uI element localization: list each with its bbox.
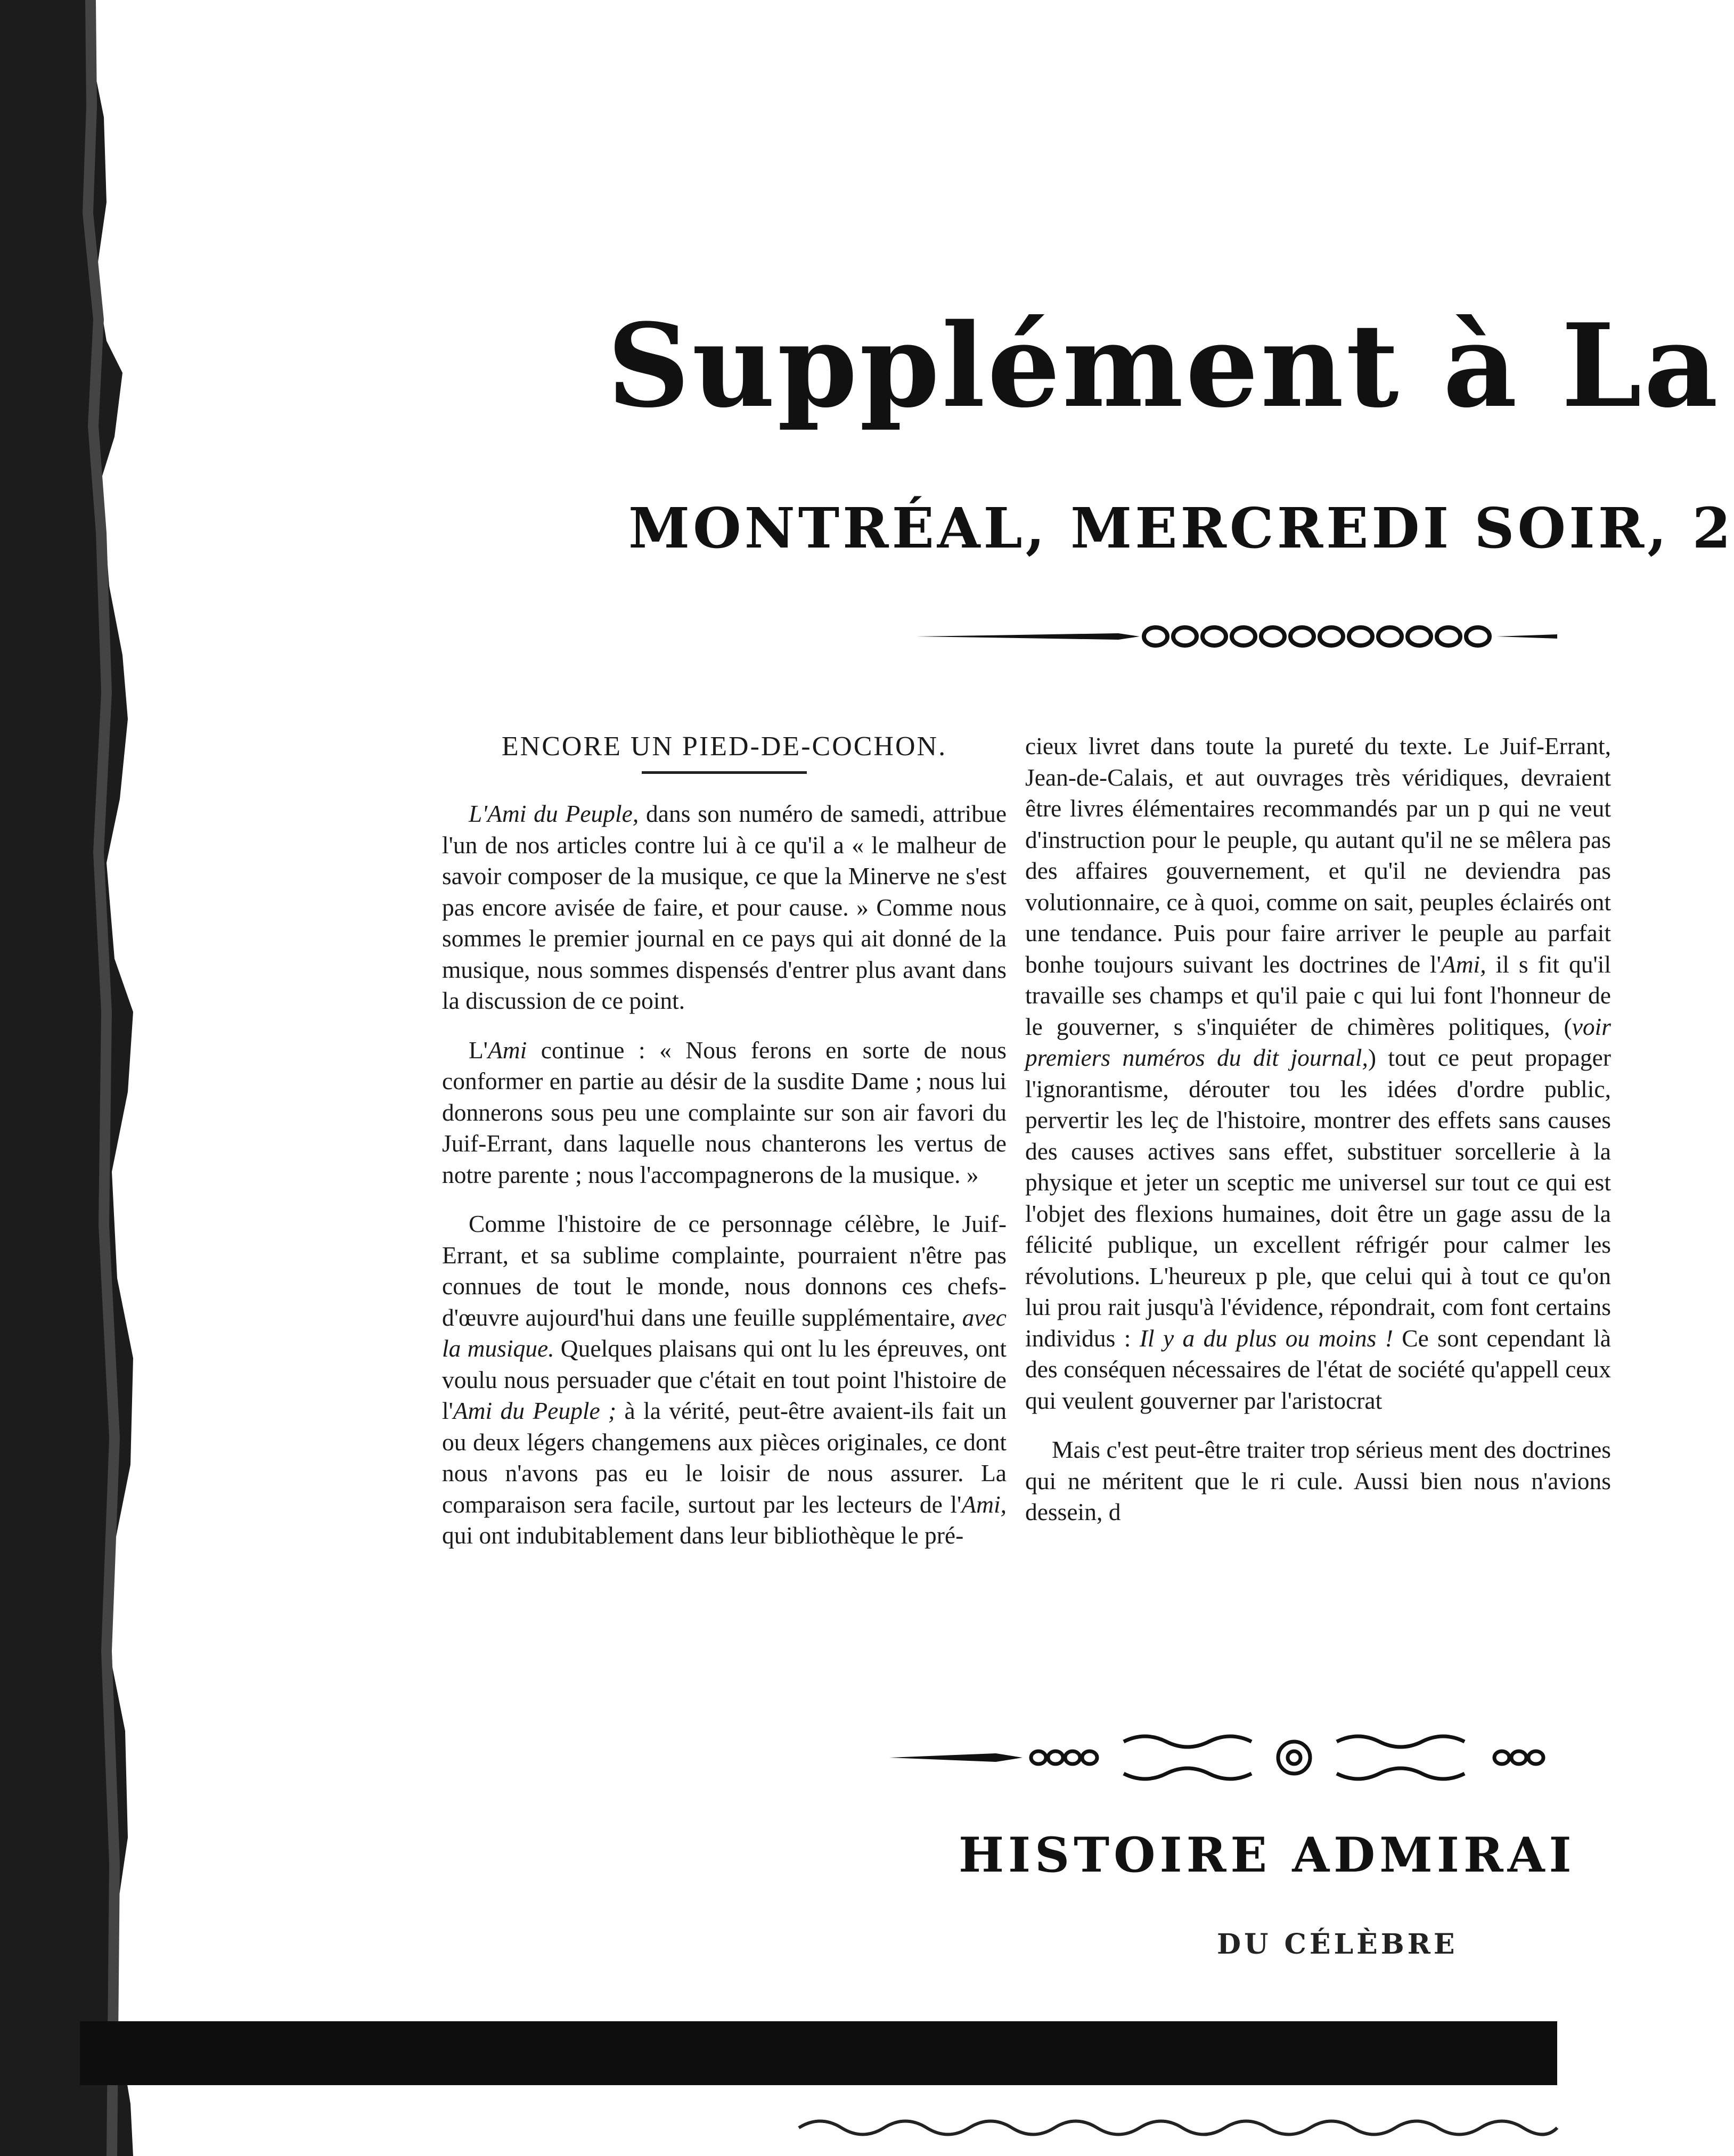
article-heading: ENCORE UN PIED-DE-COCHON. bbox=[501, 731, 947, 762]
emphasis-text: voir premiers numéros du dit journal, bbox=[1025, 1012, 1611, 1071]
paragraph-text: à la vérité, peut-être avaient-ils fait un ou deux légers changemens aux pièces originales, ce dont nous n'avons pas eu le loisir de nous assurer. La comparaison sera facile, surtout par les lecteurs de l' bbox=[442, 1397, 1007, 1518]
emphasis-text: avec la musique. bbox=[442, 1303, 1007, 1362]
masthead-title: Supplément à La bbox=[607, 298, 1721, 433]
masthead-dateline: MONTRÉAL, MERCREDI SOIR, 2 bbox=[628, 495, 1734, 561]
bottom-ornament-row bbox=[799, 2109, 1557, 2146]
paragraph-text: cieux livret dans toute la pureté du texte. Le Juif-Errant, Jean-de-Calais, et aut ouvrages très véridiques, devraient être livres élémentaires recommandés par un p qui ne veut d'instruction pour le peuple, qu autant qu'il ne se mêlera pas des affaires gouvernement, et qu'il ne deviendra pas volutionnaire, ce à quoi, comme on sait, peuples éclairés ont une tendance. Puis pour faire arriver le peuple au parfait bonhe toujours suivant les doctrines de l' bbox=[1025, 732, 1611, 978]
paragraph-5: Mais c'est peut-être traiter trop sérieus ment des doctrines qui ne méritent que le ri cule. Aussi bien nous n'avions dessein, d bbox=[1025, 1436, 1611, 1525]
paragraph-3 bbox=[442, 1208, 1007, 1551]
paragraph-text: Quelques plaisans qui ont lu les épreuves, ont voulu nous persuader que c'était en tout point l'histoire de l' bbox=[442, 1335, 1007, 1424]
paragraph-text: qui ont indubitablement dans leur bibliothèque le pré- bbox=[442, 1522, 964, 1549]
paper-name: Ami du Peuple ; bbox=[453, 1397, 617, 1424]
paragraph-1 bbox=[442, 798, 1007, 1017]
section-title: HISTOIRE ADMIRAI bbox=[959, 1827, 1576, 1883]
paper-name: Ami, bbox=[1441, 950, 1486, 978]
paper-name: Ami bbox=[488, 1036, 527, 1064]
section-subtitle: DU CÉLÈBRE bbox=[1217, 1928, 1458, 1961]
paragraph-text: il s fit qu'il travaille ses champs et qu'il paie c qui lui font l'honneur de le gouverner, s s'inquiéter de chimères politiques, ( bbox=[1025, 950, 1611, 1040]
paragraph-2 bbox=[442, 1035, 1007, 1191]
paper-name: Ami, bbox=[961, 1490, 1007, 1518]
paragraph-text: L' bbox=[469, 1036, 488, 1064]
ornamental-rule bbox=[916, 620, 1557, 652]
paragraph-4 bbox=[1025, 731, 1611, 1416]
ornamental-divider bbox=[889, 1726, 1557, 1790]
paragraph-text: ) tout ce peut propager l'ignorantisme, dérouter tou les idées d'ordre public, pervertir les leç de l'histoire, montrer des effets sans causes des causes actives sans effet, substituer sorcellerie à la physique et jeter un sceptic me universel sur tout ce qui est l'objet des flexions humaines, doit être un gage assu de la félicité publique, un excellent réfrigér pour calmer les révolutions. L'heureux p ple, que celui qui à tout ce qu'on lui prou rait jusqu'à l'évidence, répondrait, com font certains individus : bbox=[1025, 1044, 1612, 1352]
emphasis-text: Il y a du plus ou moins ! bbox=[1139, 1324, 1393, 1352]
paragraph-text: Ce sont cependant là des conséquen nécessaires de l'état de société qu'appell ceux qui veulent gouverner par l'aristocrat bbox=[1025, 1324, 1611, 1414]
article-column-2 bbox=[1025, 731, 1611, 1546]
paper-name: L'Ami du Peuple, bbox=[469, 800, 639, 827]
article-column-1 bbox=[442, 731, 1007, 1570]
heading-rule bbox=[642, 771, 807, 774]
heavy-bottom-rule bbox=[80, 2021, 1557, 2085]
torn-left-margin bbox=[0, 0, 112, 2156]
paragraph-text: continue : « Nous ferons en sorte de nous conformer en partie au désir de la susdite Dame ; nous lui donnerons sous peu une complainte sur son air favori du Juif-Errant, dans laquelle nous chanterons les vertus de notre parente ; nous l'accompagnerons de la musique. » bbox=[442, 1036, 1007, 1188]
paragraph-text: dans son numéro de samedi, attribue l'un de nos articles contre lui à ce qu'il a « le malheur de savoir composer de la musique, ce que la Minerve ne s'est pas encore avisée de faire, et pour cause. » Comme nous sommes le premier journal en ce pays qui ait donné de la musique, nous sommes dispensés d'entrer plus avant dans la discussion de ce point. bbox=[442, 800, 1007, 1014]
paragraph-text: Comme l'histoire de ce personnage célèbre, le Juif-Errant, et sa sublime complainte, pourraient n'être pas connues de tout le monde, nous donnons ces chefs-d'œuvre aujourd'hui dans une feuille supplémentaire, bbox=[442, 1210, 1007, 1331]
